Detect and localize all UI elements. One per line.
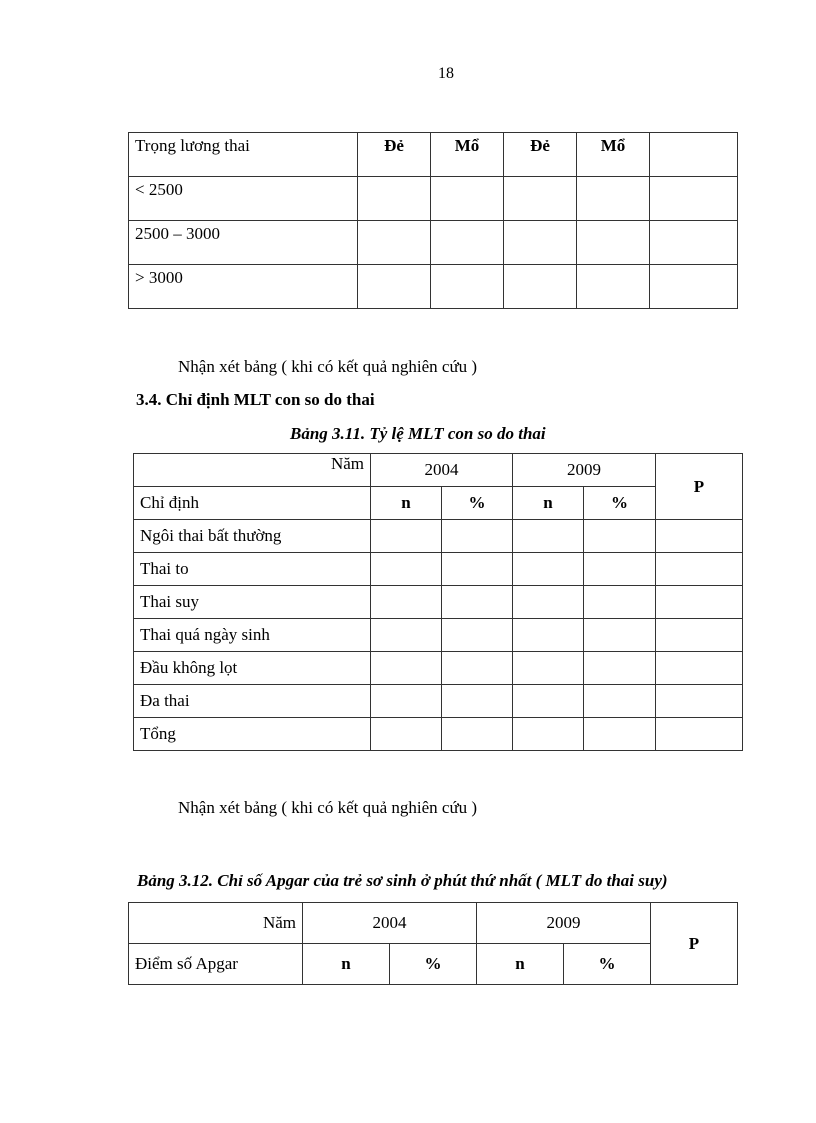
year-header: 2009	[477, 903, 651, 944]
table-row	[129, 944, 738, 985]
cell	[650, 221, 738, 265]
row-label: Đa thai	[134, 685, 371, 718]
cell	[431, 221, 504, 265]
cell	[650, 177, 738, 221]
sub-header: n	[303, 944, 390, 985]
table-row	[134, 520, 743, 553]
cell	[442, 619, 513, 652]
table-row	[129, 133, 738, 177]
cell	[656, 718, 743, 751]
remark-text: Nhận xét bảng ( khi có kết quả nghiên cứu )	[178, 357, 478, 376]
row-label: > 3000	[129, 265, 358, 309]
cell	[584, 652, 656, 685]
header-cell: Đẻ	[358, 133, 431, 177]
cell	[584, 685, 656, 718]
year-header: 2004	[303, 903, 477, 944]
cell	[656, 520, 743, 553]
cell	[442, 652, 513, 685]
header-cell: Mổ	[577, 133, 650, 177]
cell	[431, 265, 504, 309]
table-caption: Bảng 3.12. Chỉ số Apgar của trẻ sơ sinh ở phút thứ nhất ( MLT do thai suy)	[137, 871, 668, 890]
table-row	[129, 265, 738, 309]
cell	[442, 685, 513, 718]
sub-header: %	[442, 487, 513, 520]
cell	[584, 553, 656, 586]
header-cell: Mổ	[431, 133, 504, 177]
indication-table	[133, 453, 743, 751]
table-row	[134, 454, 743, 487]
cell	[584, 718, 656, 751]
page-number: 18	[438, 65, 454, 82]
sub-header: n	[513, 487, 584, 520]
cell	[513, 685, 584, 718]
cell	[577, 221, 650, 265]
row-label: Ngôi thai bất thường	[134, 520, 371, 553]
cell	[442, 586, 513, 619]
sub-header: %	[564, 944, 651, 985]
table-row	[134, 652, 743, 685]
cell	[577, 177, 650, 221]
cell	[656, 685, 743, 718]
cell	[656, 586, 743, 619]
sub-header: %	[584, 487, 656, 520]
p-header: P	[656, 454, 743, 520]
row-label: Thai suy	[134, 586, 371, 619]
cell	[442, 553, 513, 586]
row-label: Đầu không lọt	[134, 652, 371, 685]
cell	[431, 177, 504, 221]
table-row	[134, 553, 743, 586]
row-label-header: Điểm số Apgar	[129, 944, 303, 985]
table-row	[134, 718, 743, 751]
cell	[371, 652, 442, 685]
header-cell: Đẻ	[504, 133, 577, 177]
p-header: P	[651, 903, 738, 985]
table-row	[134, 619, 743, 652]
cell	[513, 652, 584, 685]
table-row	[134, 586, 743, 619]
cell	[656, 553, 743, 586]
cell	[513, 553, 584, 586]
cell	[584, 586, 656, 619]
cell	[504, 221, 577, 265]
table-row	[134, 685, 743, 718]
cell	[442, 520, 513, 553]
cell	[358, 265, 431, 309]
remark-text: Nhận xét bảng ( khi có kết quả nghiên cứu )	[178, 798, 478, 817]
sub-header: n	[477, 944, 564, 985]
year-header: 2009	[513, 454, 656, 487]
cell	[371, 553, 442, 586]
cell	[504, 177, 577, 221]
row-label: Tổng	[134, 718, 371, 751]
apgar-table	[128, 902, 738, 985]
cell	[371, 586, 442, 619]
table-row	[129, 221, 738, 265]
sub-header: %	[390, 944, 477, 985]
cell	[513, 586, 584, 619]
row-label-header: Chỉ định	[134, 487, 371, 520]
row-label: Thai to	[134, 553, 371, 586]
table-caption: Bảng 3.11. Tỷ lệ MLT con so do thai	[290, 424, 546, 443]
year-label: Năm	[134, 454, 371, 487]
cell	[577, 265, 650, 309]
cell	[371, 685, 442, 718]
cell	[358, 221, 431, 265]
cell	[371, 718, 442, 751]
cell	[584, 619, 656, 652]
row-label: < 2500	[129, 177, 358, 221]
cell	[656, 619, 743, 652]
cell	[656, 652, 743, 685]
row-label: 2500 – 3000	[129, 221, 358, 265]
cell	[650, 265, 738, 309]
cell	[442, 718, 513, 751]
cell	[504, 265, 577, 309]
cell	[513, 520, 584, 553]
birth-weight-table	[128, 132, 738, 309]
table-row	[129, 903, 738, 944]
cell	[584, 520, 656, 553]
year-label: Năm	[129, 903, 303, 944]
row-label: Thai quá ngày sinh	[134, 619, 371, 652]
table-row	[134, 487, 743, 520]
cell	[513, 619, 584, 652]
header-cell	[650, 133, 738, 177]
cell	[358, 177, 431, 221]
cell	[371, 619, 442, 652]
year-header: 2004	[371, 454, 513, 487]
section-heading: 3.4. Chỉ định MLT con so do thai	[136, 390, 375, 409]
cell	[371, 520, 442, 553]
header-cell: Trọng lương thai	[129, 133, 358, 177]
sub-header: n	[371, 487, 442, 520]
cell	[513, 718, 584, 751]
table-row	[129, 177, 738, 221]
